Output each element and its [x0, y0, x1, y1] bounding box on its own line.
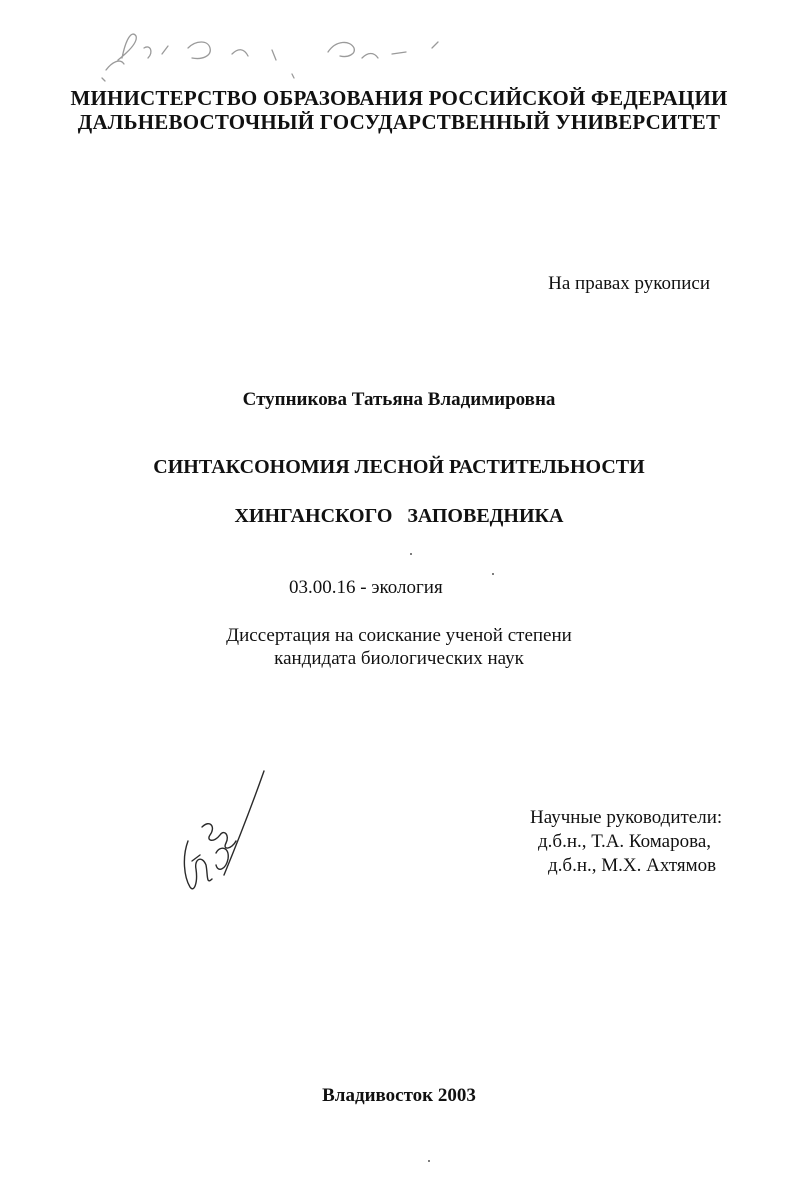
scan-speck — [492, 573, 494, 575]
scan-speck — [410, 553, 412, 555]
degree-line1: Диссертация на соискание ученой степени — [226, 625, 572, 646]
manuscript-note: На правах рукописи — [548, 273, 710, 294]
ministry-line: МИНИСТЕРСТВО ОБРАЗОВАНИЯ РОССИЙСКОЙ ФЕДЕРАЦИИ — [70, 86, 728, 110]
supervisor-item: д.б.н., М.Х. Ахтямов — [548, 855, 717, 876]
thesis-title-line2: ХИНГАНСКОГО ЗАПОВЕДНИКА — [234, 505, 564, 527]
supervisor-item: д.б.н., Т.А. Комарова, — [538, 831, 712, 852]
handwritten-annotation — [92, 18, 472, 88]
university-line: ДАЛЬНЕВОСТОЧНЫЙ ГОСУДАРСТВЕННЫЙ УНИВЕРСИТЕТ — [77, 110, 721, 134]
degree-line2: кандидата биологических наук — [274, 648, 524, 669]
thesis-title-line1: СИНТАКСОНОМИЯ ЛЕСНОЙ РАСТИТЕЛЬНОСТИ — [153, 456, 645, 478]
scan-speck — [428, 1160, 430, 1162]
signature — [172, 765, 282, 905]
city-year: Владивосток 2003 — [322, 1085, 476, 1106]
author-name: Ступникова Татьяна Владимировна — [242, 389, 556, 410]
supervisors-heading: Научные руководители: — [530, 807, 723, 828]
specialty-code: 03.00.16 - экология — [289, 577, 443, 598]
